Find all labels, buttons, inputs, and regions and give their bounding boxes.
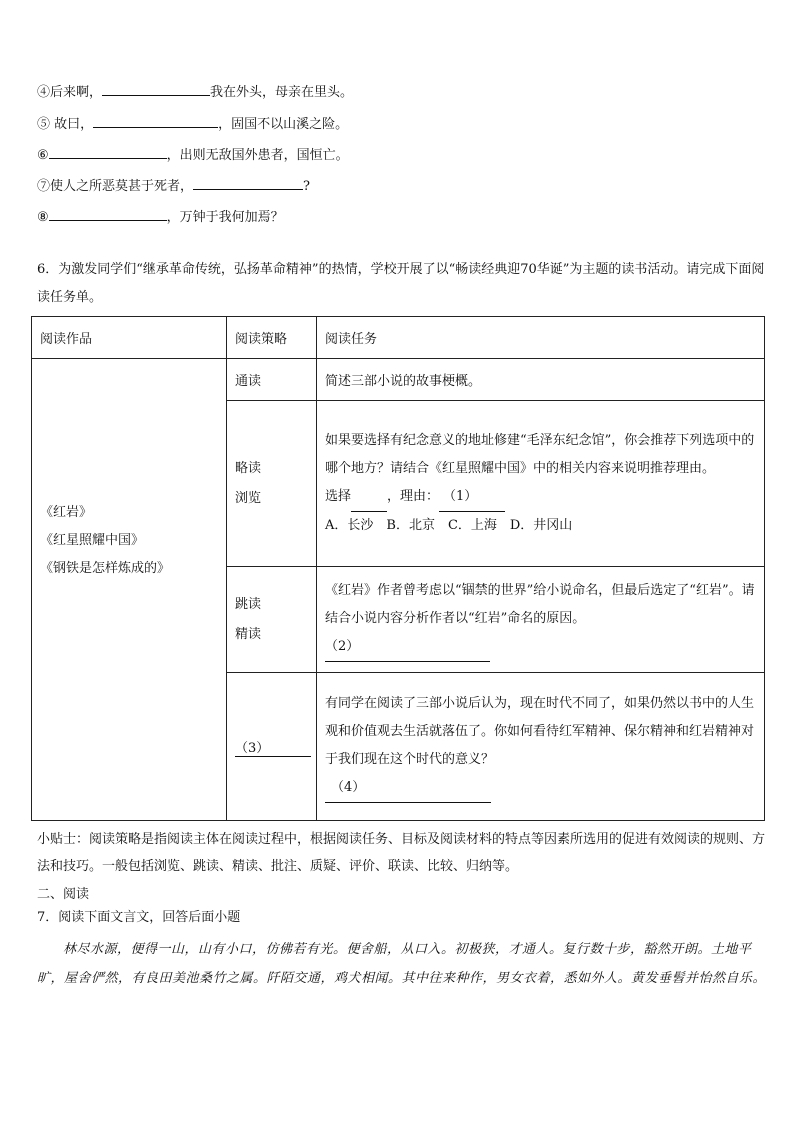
task-cell: 有同学在阅读了三部小说后认为，现在时代不同了，如果仍然以书中的人生观和价值观去生活就落伍了。你如何看待红军精神、保尔精神和红岩精神对于我们现在这个时代的意义？ （4） [317, 673, 765, 821]
strategy-cell: 通读 [227, 359, 317, 401]
strategy-cell: 跳读 精读 [227, 567, 317, 673]
task-cell: 如果要选择有纪念意义的地址修建“毛泽东纪念馆”，你会推荐下列选项中的哪个地方？请结合《红星照耀中国》中的相关内容来说明推荐理由。 选择 ，理由： （1） A．长沙 B．北京 C．上海 D．井冈山 [317, 401, 765, 567]
header-task: 阅读任务 [317, 317, 765, 359]
answer-blank[interactable] [49, 206, 167, 221]
table-row [32, 359, 765, 401]
answer-blank-3[interactable]: （3） [235, 737, 311, 757]
section-heading: 二、阅读 [37, 887, 90, 902]
work-title: 《红岩》 [40, 505, 93, 520]
fill-line-5: ⑤ 故曰， ，固国不以山溪之险。 [37, 113, 348, 135]
answer-blank[interactable] [102, 81, 210, 96]
task-cell: 《红岩》作者曾考虑以“锢禁的世界”给小说命名，但最后选定了“红岩”。请结合小说内容分析作者以“红岩”命名的原因。 （2） [317, 567, 765, 673]
fill-line-8: ⑧ ，万钟于我何加焉？ [37, 206, 284, 228]
reading-task-table [31, 316, 765, 821]
work-title: 《红星照耀中国》 [40, 533, 145, 548]
answer-blank-2[interactable]: （2） [325, 633, 490, 662]
answer-blank[interactable] [193, 175, 303, 190]
question-6: 6．为激发同学们“继承革命传统，弘扬革命精神”的热情，学校开展了以“畅读经典迎70华诞”为主题的读书活动。请完成下面阅读任务单。 [37, 262, 765, 305]
options: A．长沙 B．北京 C．上海 D．井冈山 [325, 518, 573, 533]
works-cell [32, 359, 227, 821]
fill-line-4: ④后来啊， 我在外头，母亲在里头。 [37, 81, 353, 103]
task-cell: 简述三部小说的故事梗概。 [317, 359, 765, 401]
fill-line-7: ⑦使人之所恶莫甚于死者， ? [37, 175, 310, 197]
work-title: 《钢铁是怎样炼成的》 [40, 561, 171, 576]
answer-blank-4[interactable]: （4） [325, 774, 491, 803]
header-work: 阅读作品 [32, 317, 227, 359]
table-header-row [32, 317, 765, 359]
header-strategy: 阅读策略 [227, 317, 317, 359]
answer-blank[interactable] [93, 113, 218, 128]
strategy-cell: 略读 浏览 [227, 401, 317, 567]
answer-blank[interactable] [49, 144, 167, 159]
choice-blank[interactable] [351, 483, 387, 512]
strategy-cell [227, 673, 317, 821]
classical-passage: 林尽水源，便得一山，山有小口，仿佛若有光。便舍船，从口入。初极狭，才通人。复行数十步，豁然开朗。土地平旷，屋舍俨然，有良田美池桑竹之属。阡陌交通，鸡犬相闻。其中往来种作，男女衣着，悉如外人。黄发垂髫并怡然自乐。 [37, 942, 767, 986]
reason-blank-1[interactable]: （1） [439, 483, 505, 512]
tips: 小贴士：阅读策略是指阅读主体在阅读过程中，根据阅读任务、目标及阅读材料的特点等因素所选用的促进有效阅读的规则、方法和技巧。一般包括浏览、跳读、精读、批注、质疑、评价、联读、比较、归纳等。 [37, 832, 766, 874]
question-7: 7．阅读下面文言文，回答后面小题 [37, 910, 241, 925]
fill-line-6: ⑥ ，出则无敌国外患者，国恒亡。 [37, 144, 349, 166]
